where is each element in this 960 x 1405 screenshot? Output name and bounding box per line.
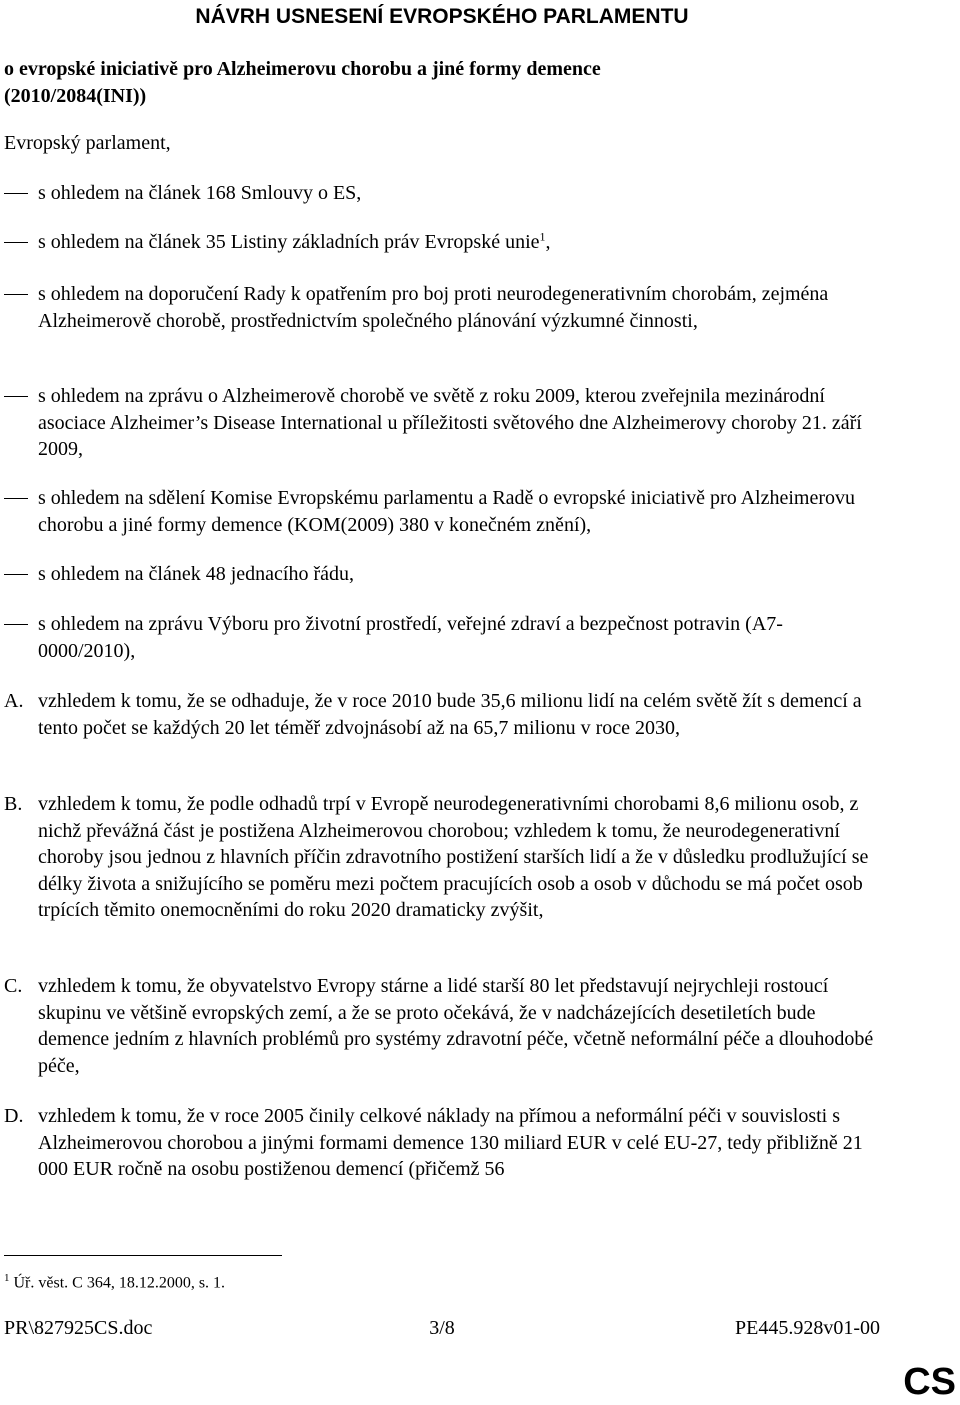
subject-line: o evropské iniciativě pro Alzheimerovu chorobu a jiné formy demence bbox=[4, 58, 601, 80]
citation-suffix: , bbox=[545, 231, 551, 253]
pe-reference: PE445.928v01-00 bbox=[735, 1317, 880, 1339]
recital-letter: C. bbox=[4, 975, 23, 997]
footnote-number: 1 bbox=[4, 1272, 10, 1284]
citation-text bbox=[38, 229, 880, 256]
recital-text: vzhledem k tomu, že se odhaduje, že v roce 2010 bude 35,6 milionu lidí na celém světě žít s demencí a tento počet se každých 20 let téměř zdvojnásobí až na 65,7 milionu v roce 2030, bbox=[38, 690, 862, 739]
dash-marker bbox=[4, 383, 38, 463]
citation-body: s ohledem na článek 35 Listiny základních práv Evropské unie bbox=[38, 231, 540, 253]
citation-item bbox=[4, 485, 880, 538]
language-badge: CS bbox=[903, 1361, 956, 1403]
citation-item bbox=[4, 383, 880, 463]
footnote-text: Úř. věst. C 364, 18.12.2000, s. 1. bbox=[13, 1274, 226, 1292]
citation-text: s ohledem na zprávu o Alzheimerově chorobě ve světě z roku 2009, kterou zveřejnila mezinárodní asociace Alzheimer’s Disease International u příležitosti světového dne Alzheimerovy choroby 21. září 2009, bbox=[38, 385, 862, 460]
footnote bbox=[4, 1268, 225, 1293]
citation-item bbox=[4, 229, 880, 256]
dash-marker bbox=[4, 611, 38, 664]
procedure-reference: (2010/2084(INI)) bbox=[4, 85, 147, 107]
citation-item bbox=[4, 561, 880, 588]
recital-text: vzhledem k tomu, že podle odhadů trpí v Evropě neurodegenerativními chorobami 8,6 milionu osob, z nichž převážná část je postižena Alzheimerovou chorobou; vzhledem k tomu, že neurodegenerativní choroby jsou jednou z hlavních příčin zdravotního postižení starších lidí a že v důsledku prodlužující se délky života a snižujícího se poměru mezi počtem pracujících osob a osob v důchodu se má počet osob trpících těmito onemocněními do roku 2020 dramaticky zvýšit, bbox=[38, 793, 869, 921]
citation-text: s ohledem na článek 48 jednacího řádu, bbox=[38, 563, 354, 585]
citation-text: s ohledem na doporučení Rady k opatřením pro boj proti neurodegenerativním chorobám, zejména Alzheimerově chorobě, prostřednictvím společného plánování výzkumné činnosti, bbox=[38, 283, 829, 332]
citation-item bbox=[4, 611, 880, 664]
recital-letter: D. bbox=[4, 1105, 24, 1127]
preamble: Evropský parlament, bbox=[4, 132, 171, 154]
page-number: 3/8 bbox=[429, 1317, 455, 1339]
recital-text: vzhledem k tomu, že v roce 2005 činily celkové náklady na přímou a neformální péči v souvislosti s Alzheimerovou chorobou a jinými formami demence 130 miliard EUR v celé EU-27, tedy přibližně 21 000 EUR ročně na osobu postiženou demencí (přičemž 56 bbox=[38, 1105, 863, 1180]
recital-text: vzhledem k tomu, že obyvatelstvo Evropy stárne a lidé starší 80 let představují nejrychleji rostoucí skupinu ve většině evropských zemí, a že se proto očekává, že v nadcházejících desetiletích bude demence jedním z hlavních problémů pro systémy zdravotní péče, včetně neformální péče a dlouhodobé péče, bbox=[38, 975, 874, 1077]
recital-letter: A. bbox=[4, 690, 24, 712]
citation-item bbox=[4, 281, 880, 334]
recital-letter: B. bbox=[4, 793, 23, 815]
recital-item bbox=[4, 791, 880, 924]
citation-text: s ohledem na článek 168 Smlouvy o ES, bbox=[38, 182, 362, 204]
dash-marker bbox=[4, 561, 38, 588]
dash-marker bbox=[4, 229, 38, 256]
citation-text: s ohledem na sdělení Komise Evropskému parlamentu a Radě o evropské iniciativě pro Alzheimerovu chorobu a jiné formy demence (KOM(2009) 380 v konečném znění), bbox=[38, 487, 855, 536]
document-title: NÁVRH USNESENÍ EVROPSKÉHO PARLAMENTU bbox=[195, 5, 689, 28]
recital-item bbox=[4, 688, 880, 741]
dash-marker bbox=[4, 281, 38, 334]
recital-item bbox=[4, 973, 880, 1079]
dash-marker bbox=[4, 485, 38, 538]
footnote-reference: 1 bbox=[539, 229, 546, 244]
document-reference: PR\827925CS.doc bbox=[4, 1317, 153, 1339]
citation-item bbox=[4, 180, 880, 207]
dash-marker bbox=[4, 180, 38, 207]
document-subject bbox=[4, 56, 884, 110]
footnote-separator bbox=[4, 1255, 282, 1256]
recital-item bbox=[4, 1103, 880, 1183]
citation-text: s ohledem na zprávu Výboru pro životní prostředí, veřejné zdraví a bezpečnost potravin (A7-0000/2010), bbox=[38, 613, 783, 662]
